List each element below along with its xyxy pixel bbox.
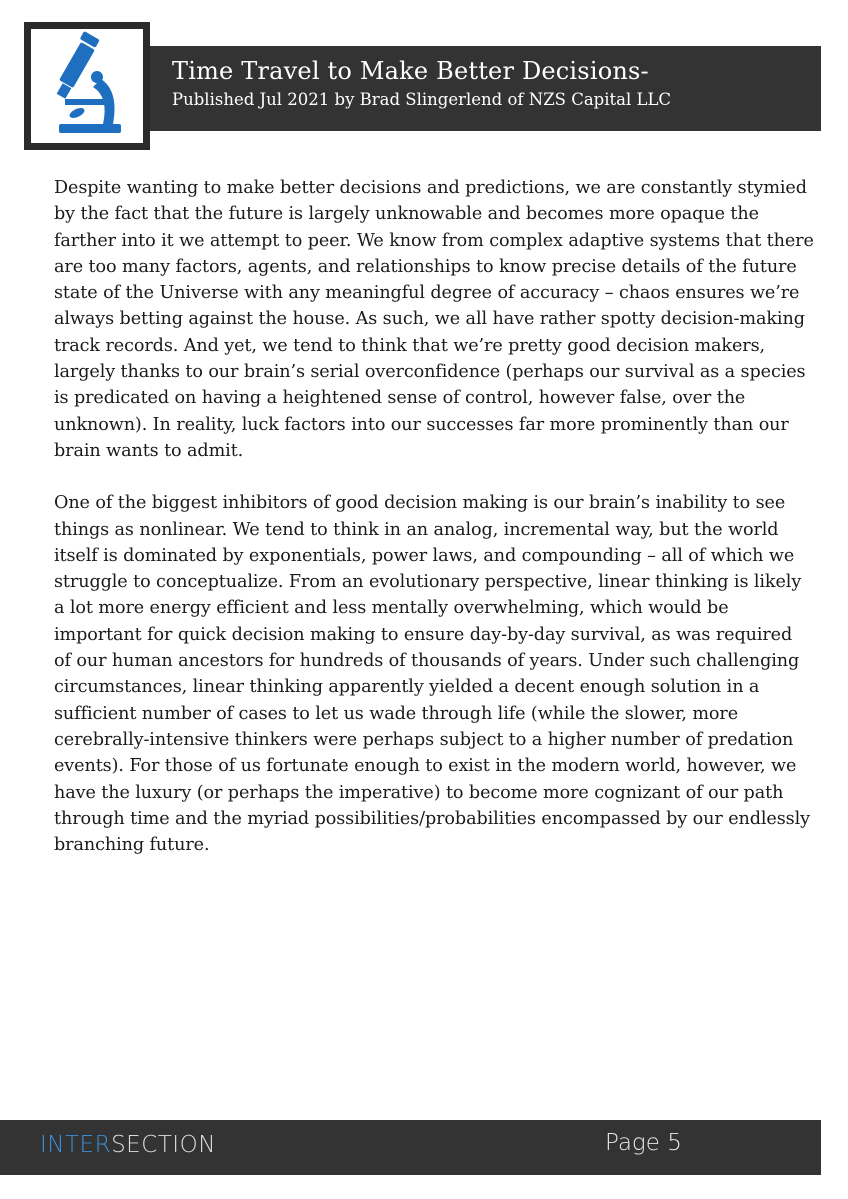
footer-brand xyxy=(40,1132,216,1158)
microscope-icon xyxy=(31,29,143,143)
brand-part-section: SECTION xyxy=(111,1132,216,1158)
page-number: Page 5 xyxy=(605,1130,682,1156)
logo-panel xyxy=(31,29,143,143)
footer-bar xyxy=(0,1120,821,1175)
brand-part-inter: INTER xyxy=(40,1132,112,1158)
document-title: Time Travel to Make Better Decisions- xyxy=(172,57,649,85)
paragraph-1: Despite wanting to make better decisions and predictions, we are constantly stymied by the fact that the future is largely unknowable and becomes more opaque the farther into it we attempt to peer. We know from complex adaptive systems that there are too many factors, agents, and relationships to know precise details of the future state of the Universe with any meaningful degree of accuracy – chaos ensures we’re always betting against the house. As such, we all have rather spotty decision-making track records. And yet, we tend to think that we’re pretty good decision makers, largely thanks to our brain’s serial overconfidence (perhaps our survival as a species is predicated on having a heightened sense of control, however false, over the unknown). In reality, luck factors into our successes far more prominently than our brain wants to admit. xyxy=(54,178,814,461)
logo xyxy=(24,22,150,150)
document-byline: Published Jul 2021 by Brad Slingerlend of NZS Capital LLC xyxy=(172,90,672,109)
header-bar xyxy=(150,46,821,131)
article-body xyxy=(54,175,814,884)
paragraph-2: One of the biggest inhibitors of good decision making is our brain’s inability to see things as nonlinear. We tend to think in an analog, incremental way, but the world itself is dominated by exponentials, power laws, and compounding – all of which we struggle to conceptualize. From an evolutionary perspective, linear thinking is likely a lot more energy efficient and less mentally overwhelming, which would be important for quick decision making to ensure day-by-day survival, as was required of our human ancestors for hundreds of thousands of years. Under such challenging circumstances, linear thinking apparently yielded a decent enough solution in a sufficient number of cases to let us wade through life (while the slower, more cerebrally-intensive thinkers were perhaps subject to a higher number of predation events). For those of us fortunate enough to exist in the modern world, however, we have the luxury (or perhaps the imperative) to become more cognizant of our path through time and the myriad possibilities/probabilities encompassed by our endlessly branching future. xyxy=(54,493,810,856)
